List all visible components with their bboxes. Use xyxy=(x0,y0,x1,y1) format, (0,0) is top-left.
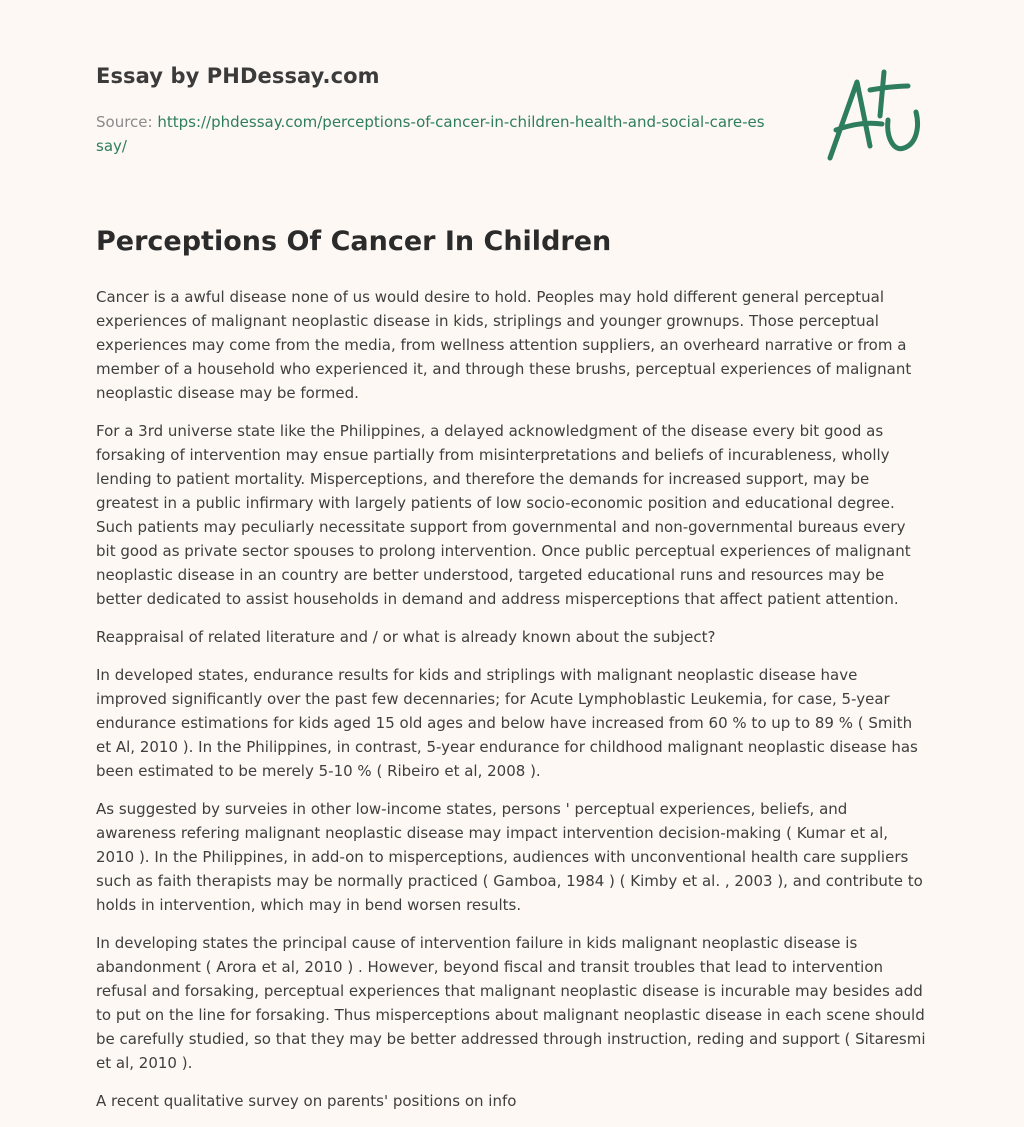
essay-paragraph: Cancer is a awful disease none of us would desire to hold. Peoples may hold different general perceptual experiences of malignant neoplastic disease in kids, striplings and younger grownups. Those perceptual experiences may come from the media, from wellness attention suppliers, an overheard narrative or from a member of a household who experienced it, and through these brushs, perceptual experiences of malignant neoplastic disease may be formed. xyxy=(96,288,912,402)
essay-paragraph: Reappraisal of related literature and / or what is already known about the subject? xyxy=(96,628,716,646)
essay-paragraph: In developed states, endurance results for kids and striplings with malignant neoplastic disease have improved significantly over the past few decennaries; for Acute Lymphoblastic Leukemia, for case, 5-year endurance estimations for kids aged 15 old ages and below have increased from 60 % to up to 89 % ( Smith et Al, 2010 ). In the Philippines, in contrast, 5-year endurance for childhood malignant neoplastic disease has been estimated to be merely 5-10 % ( Ribeiro et al, 2008 ). xyxy=(96,666,918,780)
essay-title: Perceptions Of Cancer In Children xyxy=(96,226,612,257)
essay-paragraph: In developing states the principal cause of intervention failure in kids malignant neoplastic disease is abandonment ( Arora et al, 2010 ) . However, beyond fiscal and transit troubles that lead to intervention refusal and forsaking, perceptual experiences that malignant neoplastic disease is incurable may besides add to put on the line for forsaking. Thus misperceptions about malignant neoplastic disease in each scene should be carefully studied, so that they may be better addressed through instruction, reding and support ( Sitaresmi et al, 2010 ). xyxy=(96,934,926,1072)
essay-paragraph: For a 3rd universe state like the Philippines, a delayed acknowledgment of the disease every bit good as forsaking of intervention may ensue partially from misinterpretations and beliefs of incurableness, wholly lending to patient mortality. Misperceptions, and therefore the demands for increased support, may be greatest in a public infirmary with largely patients of low socio-economic position and educational degree. Such patients may peculiarly necessitate support from governmental and non-governmental bureaus every bit good as private sector spouses to prolong intervention. Once public perceptual experiences of malignant neoplastic disease in an country are better understood, targeted educational runs and resources may be better dedicated to assist households in demand and address misperceptions that affect patient attention. xyxy=(96,422,911,608)
source-label: Source: xyxy=(96,113,158,131)
essay-page xyxy=(96,0,928,1110)
source-line xyxy=(96,110,766,158)
essay-paragraph: A recent qualitative survey on parents' positions on info xyxy=(96,1092,517,1110)
essay-body xyxy=(96,285,928,1127)
header xyxy=(96,0,928,200)
source-link[interactable]: https://phdessay.com/perceptions-of-cancer-in-children-health-and-social-care-essay/ xyxy=(96,113,765,155)
a-plus-logo-icon xyxy=(824,68,928,164)
site-brand: Essay by PHDessay.com xyxy=(96,64,380,88)
essay-paragraph: As suggested by surveies in other low-income states, persons ' perceptual experiences, beliefs, and awareness refering malignant neoplastic disease may impact intervention decision-making ( Kumar et al, 2010 ). In the Philippines, in add-on to misperceptions, audiences with unconventional health care suppliers such as faith therapists may be normally practiced ( Gamboa, 1984 ) ( Kimby et al. , 2003 ), and contribute to holds in intervention, which may in bend worsen results. xyxy=(96,800,923,914)
